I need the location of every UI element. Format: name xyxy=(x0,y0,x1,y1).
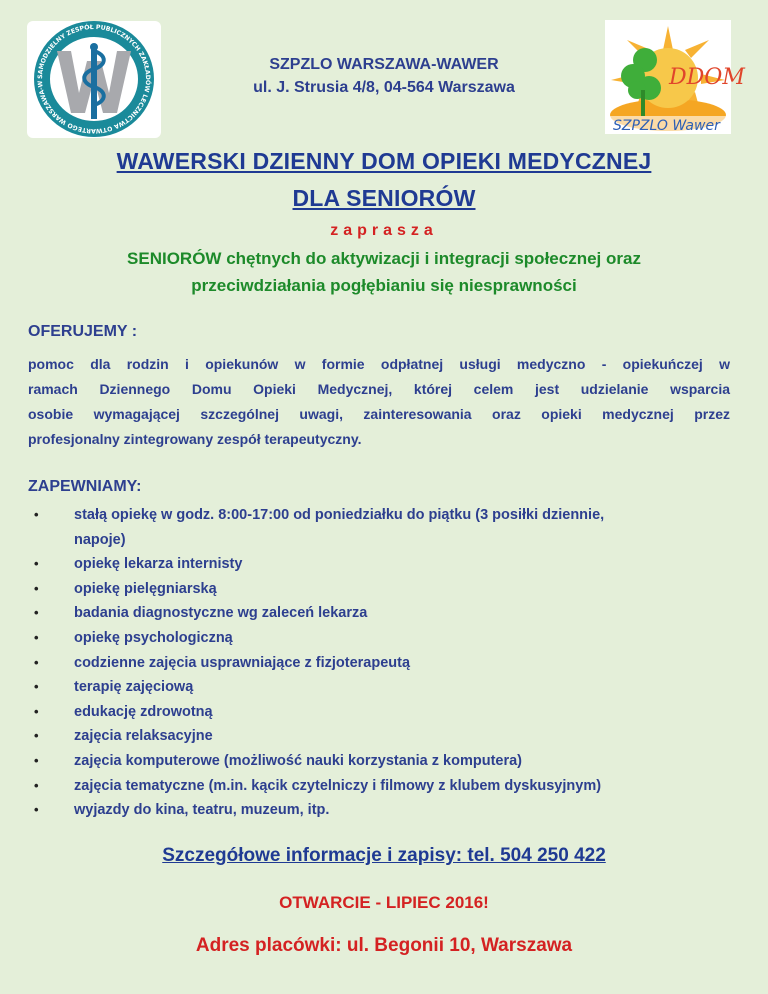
bullet-icon: • xyxy=(34,507,39,522)
contact-info: Szczegółowe informacje i zapisy: tel. 504 250 422 xyxy=(162,845,606,866)
bullet-icon: • xyxy=(34,556,39,572)
org-address: ul. J. Strusia 4/8, 04-564 Warszawa xyxy=(253,79,515,96)
list-item: • zajęcia tematyczne (m.in. kącik czytelniczy i filmowy z klubem dyskusyjnym) xyxy=(30,774,604,799)
bullet-icon: • xyxy=(34,802,39,818)
bullet-icon: • xyxy=(34,752,39,768)
bullet-icon: • xyxy=(34,629,39,645)
list-item: • edukację zdrowotną xyxy=(30,700,604,725)
bullet-icon: • xyxy=(34,728,39,744)
offer-line: osobie wymagającej szczególnej uwagi, zainteresowania oraz opieki medycznej przez xyxy=(28,406,730,422)
invite-line-2: przeciwdziałania pogłębianiu się niesprawności xyxy=(191,276,577,295)
offer-paragraph xyxy=(28,352,730,452)
list-item: • opiekę lekarza internisty xyxy=(30,552,604,577)
svg-text:DDOM: DDOM xyxy=(669,65,745,90)
org-name: SZPZLO WARSZAWA-WAWER xyxy=(269,56,499,73)
offer-line: profesjonalny zintegrowany zespół terapeutyczny. xyxy=(28,431,362,447)
provide-heading: ZAPEWNIAMY: xyxy=(28,478,142,495)
bullet-icon: • xyxy=(34,605,39,621)
invite-verb: zaprasza xyxy=(330,222,438,239)
list-item: • stałą opiekę w godz. 8:00-17:00 od poniedziałku do piątku (3 posiłki dziennie, napoje) xyxy=(30,503,604,552)
list-item: • opiekę psychologiczną xyxy=(30,626,604,651)
offer-line: ramach Dziennego Domu Opieki Medycznej, której celem jest udzielanie wsparcia xyxy=(28,381,730,397)
list-item: • zajęcia komputerowe (możliwość nauki korzystania z komputera) xyxy=(30,749,604,774)
sun-clover-icon xyxy=(605,20,745,134)
list-item: • badania diagnostyczne wg zaleceń lekarza xyxy=(30,601,604,626)
offer-heading: OFERUJEMY : xyxy=(28,323,138,340)
main-title-line2: DLA SENIORÓW xyxy=(292,185,476,211)
list-item: • zajęcia relaksacyjne xyxy=(30,724,604,749)
bullet-icon: • xyxy=(34,703,39,719)
main-title: WAWERSKI DZIENNY DOM OPIEKI MEDYCZNEJ xyxy=(116,148,652,174)
bullet-icon: • xyxy=(34,777,39,793)
invite-line-1: SENIORÓW chętnych do aktywizacji i integracji społecznej oraz xyxy=(127,249,641,268)
list-item: • codzienne zajęcia usprawniające z fizjoterapeutą xyxy=(30,651,604,676)
services-list xyxy=(30,503,604,823)
svg-text:SZPZLO Wawer: SZPZLO Wawer xyxy=(613,118,720,134)
list-item: • opiekę pielęgniarską xyxy=(30,577,604,602)
bullet-icon: • xyxy=(34,654,39,670)
ddom-logo xyxy=(605,20,745,134)
list-item: • wyjazdy do kina, teatru, muzeum, itp. xyxy=(30,798,604,823)
opening-date: OTWARCIE - LIPIEC 2016! xyxy=(279,893,489,912)
facility-address: Adres placówki: ul. Begonii 10, Warszawa xyxy=(195,935,573,956)
szpzlo-emblem-icon xyxy=(27,21,161,138)
bullet-icon: • xyxy=(34,679,39,695)
bullet-icon: • xyxy=(34,580,39,596)
szpzlo-logo xyxy=(27,21,161,138)
offer-line: pomoc dla rodzin i opiekunów w formie odpłatnej usługi medyczno - opiekuńczej w xyxy=(28,356,730,372)
list-item: • terapię zajęciową xyxy=(30,675,604,700)
list-item-continuation: napoje) xyxy=(74,531,126,548)
svg-text:SAMODZIELNY ZESPÓŁ PUBLICZNYCH: SAMODZIELNY ZESPÓŁ PUBLICZNYCH ZAKŁADÓW LECZNICTWA OTWARTEGO WARSZAWA-W xyxy=(36,23,152,135)
